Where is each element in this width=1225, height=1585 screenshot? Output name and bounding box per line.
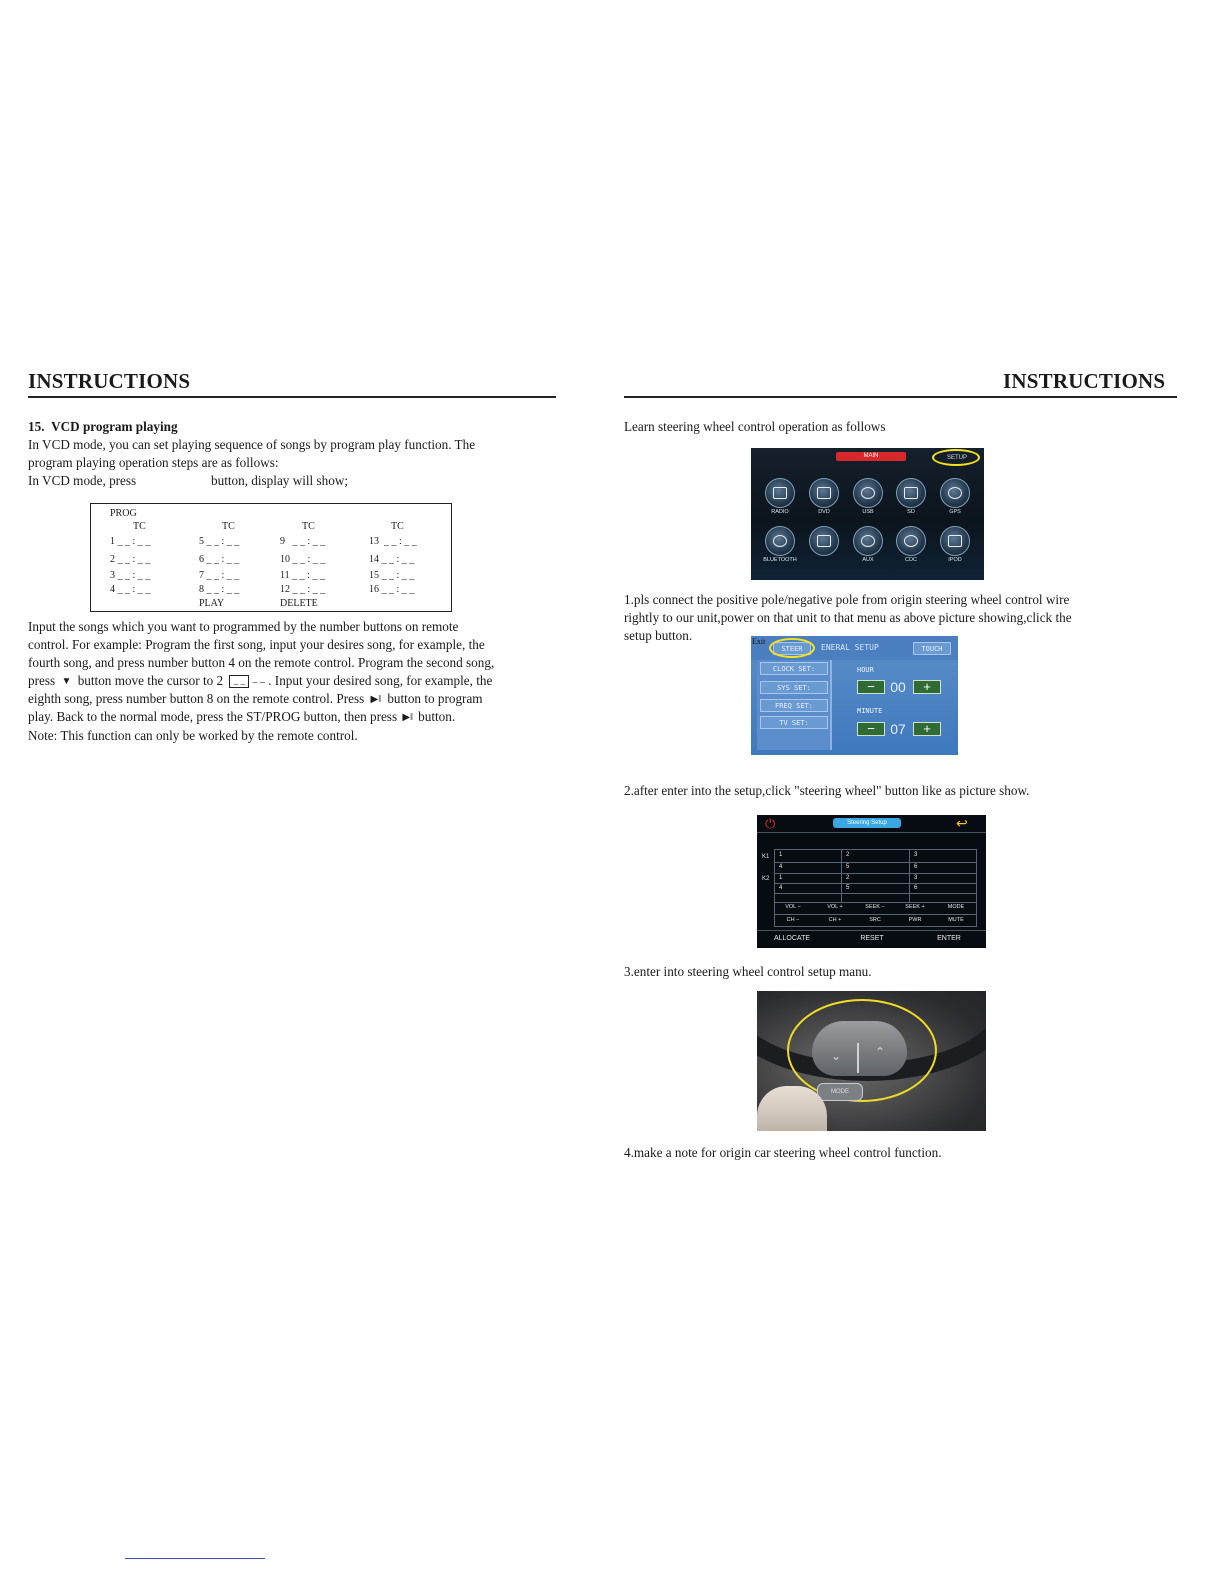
step3-text: 3.enter into steering wheel control setup manu. [624, 964, 872, 979]
enter-button[interactable]: ENTER [937, 935, 961, 942]
note-line: Note: This function can only be worked by the remote control. [28, 728, 358, 743]
bottom-divider [757, 930, 986, 931]
body-line-5-b: button to program [387, 691, 483, 706]
footer-rule [125, 1558, 265, 1559]
highlight-ring [769, 638, 815, 658]
reset-button[interactable]: RESET [860, 935, 884, 942]
usb-icon[interactable] [853, 478, 883, 508]
prog-slot: 16 _ _ : _ _ [369, 584, 415, 595]
dvd-icon[interactable] [809, 478, 839, 508]
play-pause-icon: ▶‖ [370, 693, 382, 705]
minute-value: 07 [890, 721, 906, 737]
tv-icon[interactable] [809, 526, 839, 556]
prog-delete-label: DELETE [280, 598, 318, 609]
key-cell[interactable]: 5 [846, 864, 850, 870]
bluetooth-icon[interactable] [765, 526, 795, 556]
down-arrow-icon: ▼ [61, 675, 72, 687]
ch-plus-button[interactable]: CH + [828, 917, 842, 923]
minute-minus-button[interactable]: − [857, 722, 885, 736]
back-icon[interactable]: ↩ [956, 815, 968, 831]
prog-slot: 10 _ _ : _ _ [280, 554, 326, 565]
press-suffix: button, display will show; [211, 473, 349, 488]
intro-line-2: program playing operation steps are as follows: [28, 455, 279, 470]
vol-minus-button[interactable]: VOL − [785, 904, 801, 910]
cursor-box-icon: _ _ [229, 675, 249, 688]
up-arrow-icon: ⌃ [875, 1045, 886, 1059]
intro-line-1: In VCD mode, you can set playing sequence of songs by program play function. The [28, 437, 476, 452]
key-cell[interactable]: 2 [846, 875, 850, 881]
seek-plus-button[interactable]: SEEK + [905, 904, 925, 910]
gps-icon[interactable] [940, 478, 970, 508]
prog-slot: 11 _ _ : _ _ [280, 570, 325, 581]
tc-header-3: TC [302, 521, 315, 532]
cdc-label: CDC [905, 557, 917, 563]
hour-plus-button[interactable]: + [913, 680, 941, 694]
cdc-icon[interactable] [896, 526, 926, 556]
body-line-5 [28, 690, 483, 709]
down-arrow-icon: ⌄ [831, 1049, 842, 1063]
vol-plus-button[interactable]: VOL + [827, 904, 843, 910]
key-cell[interactable]: 1 [779, 852, 783, 858]
body-line-6-a: play. Back to the normal mode, press the ST/PROG button, then press [28, 709, 398, 724]
body-line-2: control. For example: Program the first song, input your desires song, for example, the [28, 637, 485, 652]
section-title: VCD program playing [51, 419, 178, 434]
prog-slot: 12 _ _ : _ _ [280, 584, 326, 595]
main-menu-screenshot [751, 448, 984, 580]
mute-button[interactable]: MUTE [948, 917, 964, 923]
prog-play-label: PLAY [199, 598, 225, 609]
steering-wheel-photo [757, 991, 986, 1131]
bluetooth-label: BLUETOOTH [763, 557, 797, 563]
steer-tab[interactable]: STEER [773, 642, 811, 655]
key-cell[interactable]: 3 [914, 852, 918, 858]
body-line-3: fourth song, and press number button 4 on the remote control. Program the second song, [28, 655, 495, 670]
grid-line [774, 902, 977, 903]
grid-line [774, 873, 977, 874]
tv-set-button[interactable]: TV SET: [760, 716, 828, 729]
play-pause-icon: ▶‖ [402, 711, 413, 723]
allocate-button[interactable]: ALLOCATE [773, 935, 811, 942]
radio-icon[interactable] [765, 478, 795, 508]
prog-slot: 15 _ _ : _ _ [369, 570, 415, 581]
top-divider [757, 832, 986, 833]
tc-header-1: TC [133, 521, 146, 532]
prog-slot: 13 _ _ : _ _ [369, 536, 417, 547]
ipod-icon[interactable] [940, 526, 970, 556]
grid-line [976, 849, 977, 926]
key-cell[interactable]: 4 [779, 864, 783, 870]
ipod-label: IPOD [948, 557, 962, 563]
step1-line-1: 1.pls connect the positive pole/negative pole from origin steering wheel control wire [624, 592, 1070, 607]
general-setup-screenshot [751, 636, 958, 755]
prog-slot: 7 _ _ : _ _ [199, 570, 240, 581]
prog-slot: 1 _ _ : _ _ [110, 536, 151, 547]
steering-setup-title: Steering Setup [833, 818, 901, 828]
steering-intro: Learn steering wheel control operation as follows [624, 419, 886, 434]
right-page-header: INSTRUCTIONS [1003, 369, 1166, 393]
section-number: 15. [28, 419, 45, 434]
hour-value: 00 [890, 679, 906, 695]
prog-slot: 5 _ _ : _ _ [199, 536, 240, 547]
step1-line-3: setup button. [624, 628, 693, 643]
key-cell[interactable]: 6 [914, 885, 918, 891]
dvd-label: DVD [818, 509, 830, 515]
steering-setup-screenshot [757, 815, 986, 948]
clock-set-button[interactable]: CLOCK SET: [760, 662, 828, 675]
body-line-6-b: button. [418, 709, 456, 724]
prog-slot: 8 _ _ : _ _ [199, 584, 240, 595]
key-cell[interactable]: 5 [846, 885, 850, 891]
hour-minus-button[interactable]: − [857, 680, 885, 694]
grid-line [774, 883, 977, 884]
left-header-rule [28, 396, 556, 398]
body-line-1: Input the songs which you want to programmed by the number buttons on remote [28, 619, 459, 634]
prog-slot: 3 _ _ : _ _ [110, 570, 151, 581]
key-cell[interactable]: 6 [914, 864, 918, 870]
grid-line [774, 862, 977, 863]
general-setup-title: ENERAL SETUP [821, 643, 879, 652]
right-header-rule [624, 396, 1177, 398]
body-line-4-b: button move the cursor to 2 [77, 673, 224, 688]
touch-tab[interactable]: TOUCH [913, 642, 951, 655]
usb-label: USB [862, 509, 874, 515]
prog-slot: 4 _ _ : _ _ [110, 584, 151, 595]
prog-slot: 14 _ _ : _ _ [369, 554, 415, 565]
prog-slot: 2 _ _ : _ _ [110, 554, 151, 565]
aux-icon[interactable] [853, 526, 883, 556]
minute-label: MINUTE [857, 707, 883, 715]
minute-plus-button[interactable]: + [913, 722, 941, 736]
press-prefix: In VCD mode, press [28, 473, 137, 488]
mode-button: MODE [817, 1083, 863, 1101]
mode-button[interactable]: MODE [947, 904, 965, 910]
setup-tab[interactable]: SETUP [946, 455, 967, 461]
grid-line [774, 849, 977, 850]
cursor-dashes-icon: – – [252, 677, 265, 688]
pwr-button[interactable]: PWR [908, 917, 922, 923]
body-line-5-a: eighth song, press number button 8 on the remote control. Press [28, 691, 365, 706]
hand [757, 1086, 827, 1131]
sys-set-button[interactable]: SYS SET: [760, 681, 828, 694]
tc-header-2: TC [222, 521, 235, 532]
ch-minus-button[interactable]: CH − [786, 917, 800, 923]
seek-minus-button[interactable]: SEEK − [865, 904, 885, 910]
grid-line [774, 849, 775, 926]
key-cell[interactable]: 1 [779, 875, 783, 881]
aux-label: AUX [862, 557, 874, 563]
radio-label: RADIO [771, 509, 789, 515]
gps-label: GPS [949, 509, 961, 515]
body-line-4-c: . Input your desired song, for example, the [268, 673, 493, 688]
sd-icon[interactable] [896, 478, 926, 508]
k1-label: K1 [762, 854, 770, 860]
prog-display [90, 503, 452, 612]
body-line-6 [28, 708, 455, 727]
highlight-ring [932, 449, 980, 466]
src-button[interactable]: SRC [869, 917, 881, 923]
prog-slot: 9 _ _ : _ _ [280, 536, 326, 547]
step1-line-2: rightly to our unit,power on that unit to that menu as above picture showing,click the [624, 610, 1072, 625]
prog-slot: 6 _ _ : _ _ [199, 554, 240, 565]
k2-label: K2 [762, 876, 770, 882]
prog-title: PROG [110, 508, 137, 519]
grid-line [774, 914, 977, 915]
freq-set-button[interactable]: FREQ SET: [760, 699, 828, 712]
power-icon[interactable]: ⏻ [765, 816, 776, 831]
key-cell[interactable]: 3 [914, 875, 918, 881]
key-cell[interactable]: 4 [779, 885, 783, 891]
sd-label: SD [907, 509, 915, 515]
tc-header-4: TC [391, 521, 404, 532]
step4-text: 4.make a note for origin car steering wheel control function. [624, 1145, 942, 1160]
grid-line [909, 849, 910, 902]
left-page-header: INSTRUCTIONS [28, 369, 191, 393]
hour-label: HOUR [857, 666, 874, 674]
grid-line [774, 893, 977, 894]
key-cell[interactable]: 2 [846, 852, 850, 858]
grid-line [774, 926, 977, 927]
section-heading [28, 418, 178, 436]
grid-line [841, 849, 842, 902]
exit-label[interactable]: Exit [752, 637, 766, 646]
body-line-4-a: press [28, 673, 56, 688]
step2-text: 2.after enter into the setup,click "steering wheel" button like as picture show. [624, 783, 1030, 798]
main-tab[interactable]: MAIN [836, 452, 906, 461]
